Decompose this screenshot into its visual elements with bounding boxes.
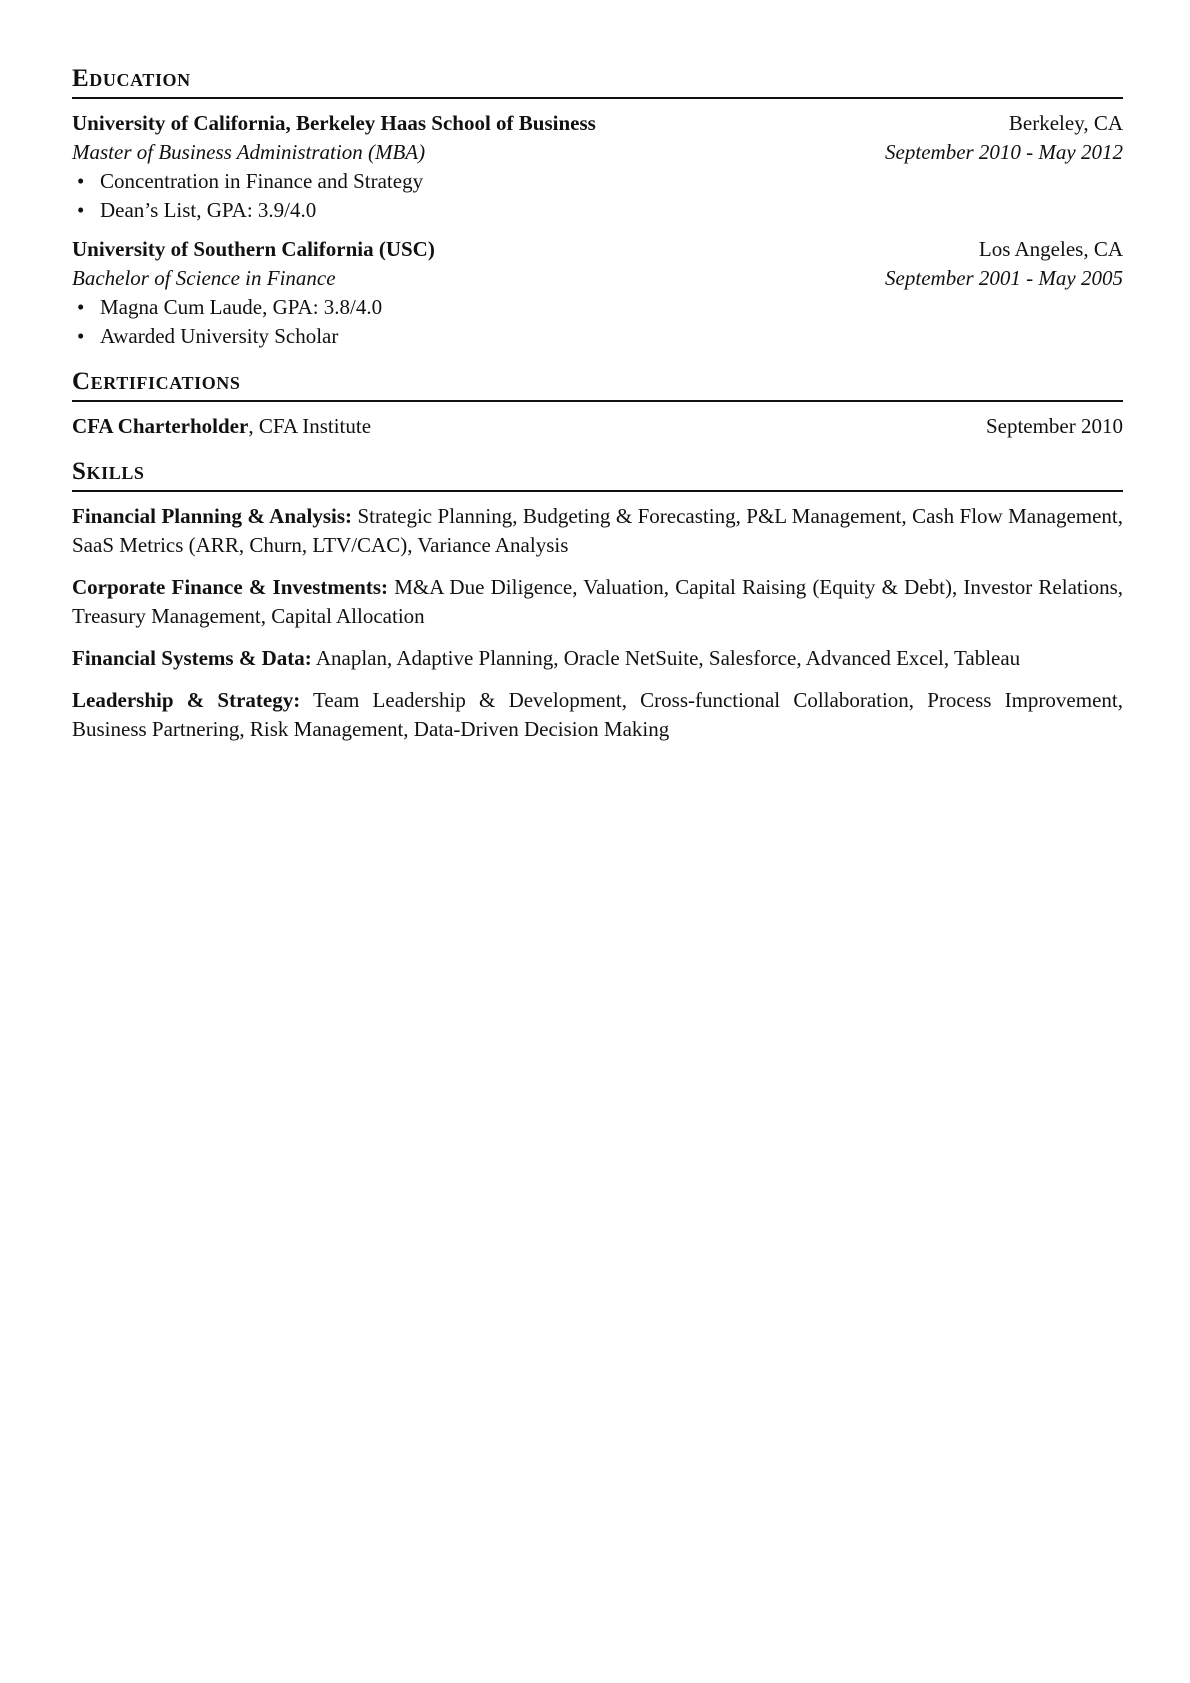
skill-items: M&A Due Diligence, Valuation, Capital Raising (Equity & Debt), Investor Relations, Treasury Management, Capital Allocation xyxy=(72,575,1123,628)
section-spacer xyxy=(72,351,1123,367)
education-section xyxy=(72,64,1123,351)
bullet-icon: • xyxy=(77,295,85,319)
certification-issuer: , CFA Institute xyxy=(248,414,372,438)
skill-group-financial-systems xyxy=(72,644,1123,673)
skill-group-fpa xyxy=(72,502,1123,560)
skill-label: Leadership & Strategy: xyxy=(72,688,301,712)
section-spacer xyxy=(72,441,1123,457)
institution-location: Los Angeles, CA xyxy=(978,237,1123,261)
certification-name: CFA Charterholder xyxy=(72,414,249,438)
education-entry-berkeley xyxy=(72,109,1123,225)
skill-label: Corporate Finance & Investments: xyxy=(72,575,389,599)
bullet-text: Magna Cum Laude, GPA: 3.8/4.0 xyxy=(100,295,383,319)
certification-name-group xyxy=(72,412,371,441)
institution-name: University of Southern California (USC) xyxy=(72,237,435,261)
skill-label: Financial Systems & Data: xyxy=(72,646,312,670)
skill-group-leadership xyxy=(72,686,1123,744)
bullet-text: Awarded University Scholar xyxy=(100,324,339,348)
degree-name: Master of Business Administration (MBA) xyxy=(72,140,426,164)
education-entry-subheader xyxy=(72,138,1123,167)
education-entry-subheader xyxy=(72,264,1123,293)
skills-heading: Skills xyxy=(72,457,1123,492)
education-heading: Education xyxy=(72,64,1123,99)
degree-dates: September 2001 - May 2005 xyxy=(885,266,1123,290)
education-entry-header xyxy=(72,109,1123,138)
skill-items: Strategic Planning, Budgeting & Forecasting, P&L Management, Cash Flow Management, SaaS Metrics (ARR, Churn, LTV/CAC), Variance Analysis xyxy=(72,504,1124,557)
bullet-text: Dean’s List, GPA: 3.9/4.0 xyxy=(100,198,317,222)
skill-group-corporate-finance xyxy=(72,573,1123,631)
institution-name: University of California, Berkeley Haas School of Business xyxy=(72,111,596,135)
skill-items: Anaplan, Adaptive Planning, Oracle NetSuite, Salesforce, Advanced Excel, Tableau xyxy=(311,646,1021,670)
institution-location: Berkeley, CA xyxy=(1008,111,1123,135)
education-entry-usc xyxy=(72,235,1123,351)
bullet-icon: • xyxy=(77,169,85,193)
education-bullet-list xyxy=(72,293,1123,351)
education-entry-header xyxy=(72,235,1123,264)
list-item xyxy=(72,196,1123,225)
degree-dates: September 2010 - May 2012 xyxy=(885,140,1123,164)
list-item xyxy=(72,322,1123,351)
list-item xyxy=(72,167,1123,196)
bullet-icon: • xyxy=(77,324,85,348)
certifications-section xyxy=(72,367,1123,441)
skill-label: Financial Planning & Analysis: xyxy=(72,504,353,528)
certifications-heading: Certifications xyxy=(72,367,1123,402)
certification-entry xyxy=(72,412,1123,441)
degree-name: Bachelor of Science in Finance xyxy=(72,266,336,290)
certification-date: September 2010 xyxy=(985,414,1123,438)
resume-page xyxy=(72,64,1123,744)
bullet-text: Concentration in Finance and Strategy xyxy=(100,169,424,193)
skills-section xyxy=(72,457,1123,744)
list-item xyxy=(72,293,1123,322)
bullet-icon: • xyxy=(77,198,85,222)
skill-items: Team Leadership & Development, Cross-functional Collaboration, Process Improvement, Business Partnering, Risk Management, Data-Driven Decision Making xyxy=(72,688,1123,741)
education-bullet-list xyxy=(72,167,1123,225)
